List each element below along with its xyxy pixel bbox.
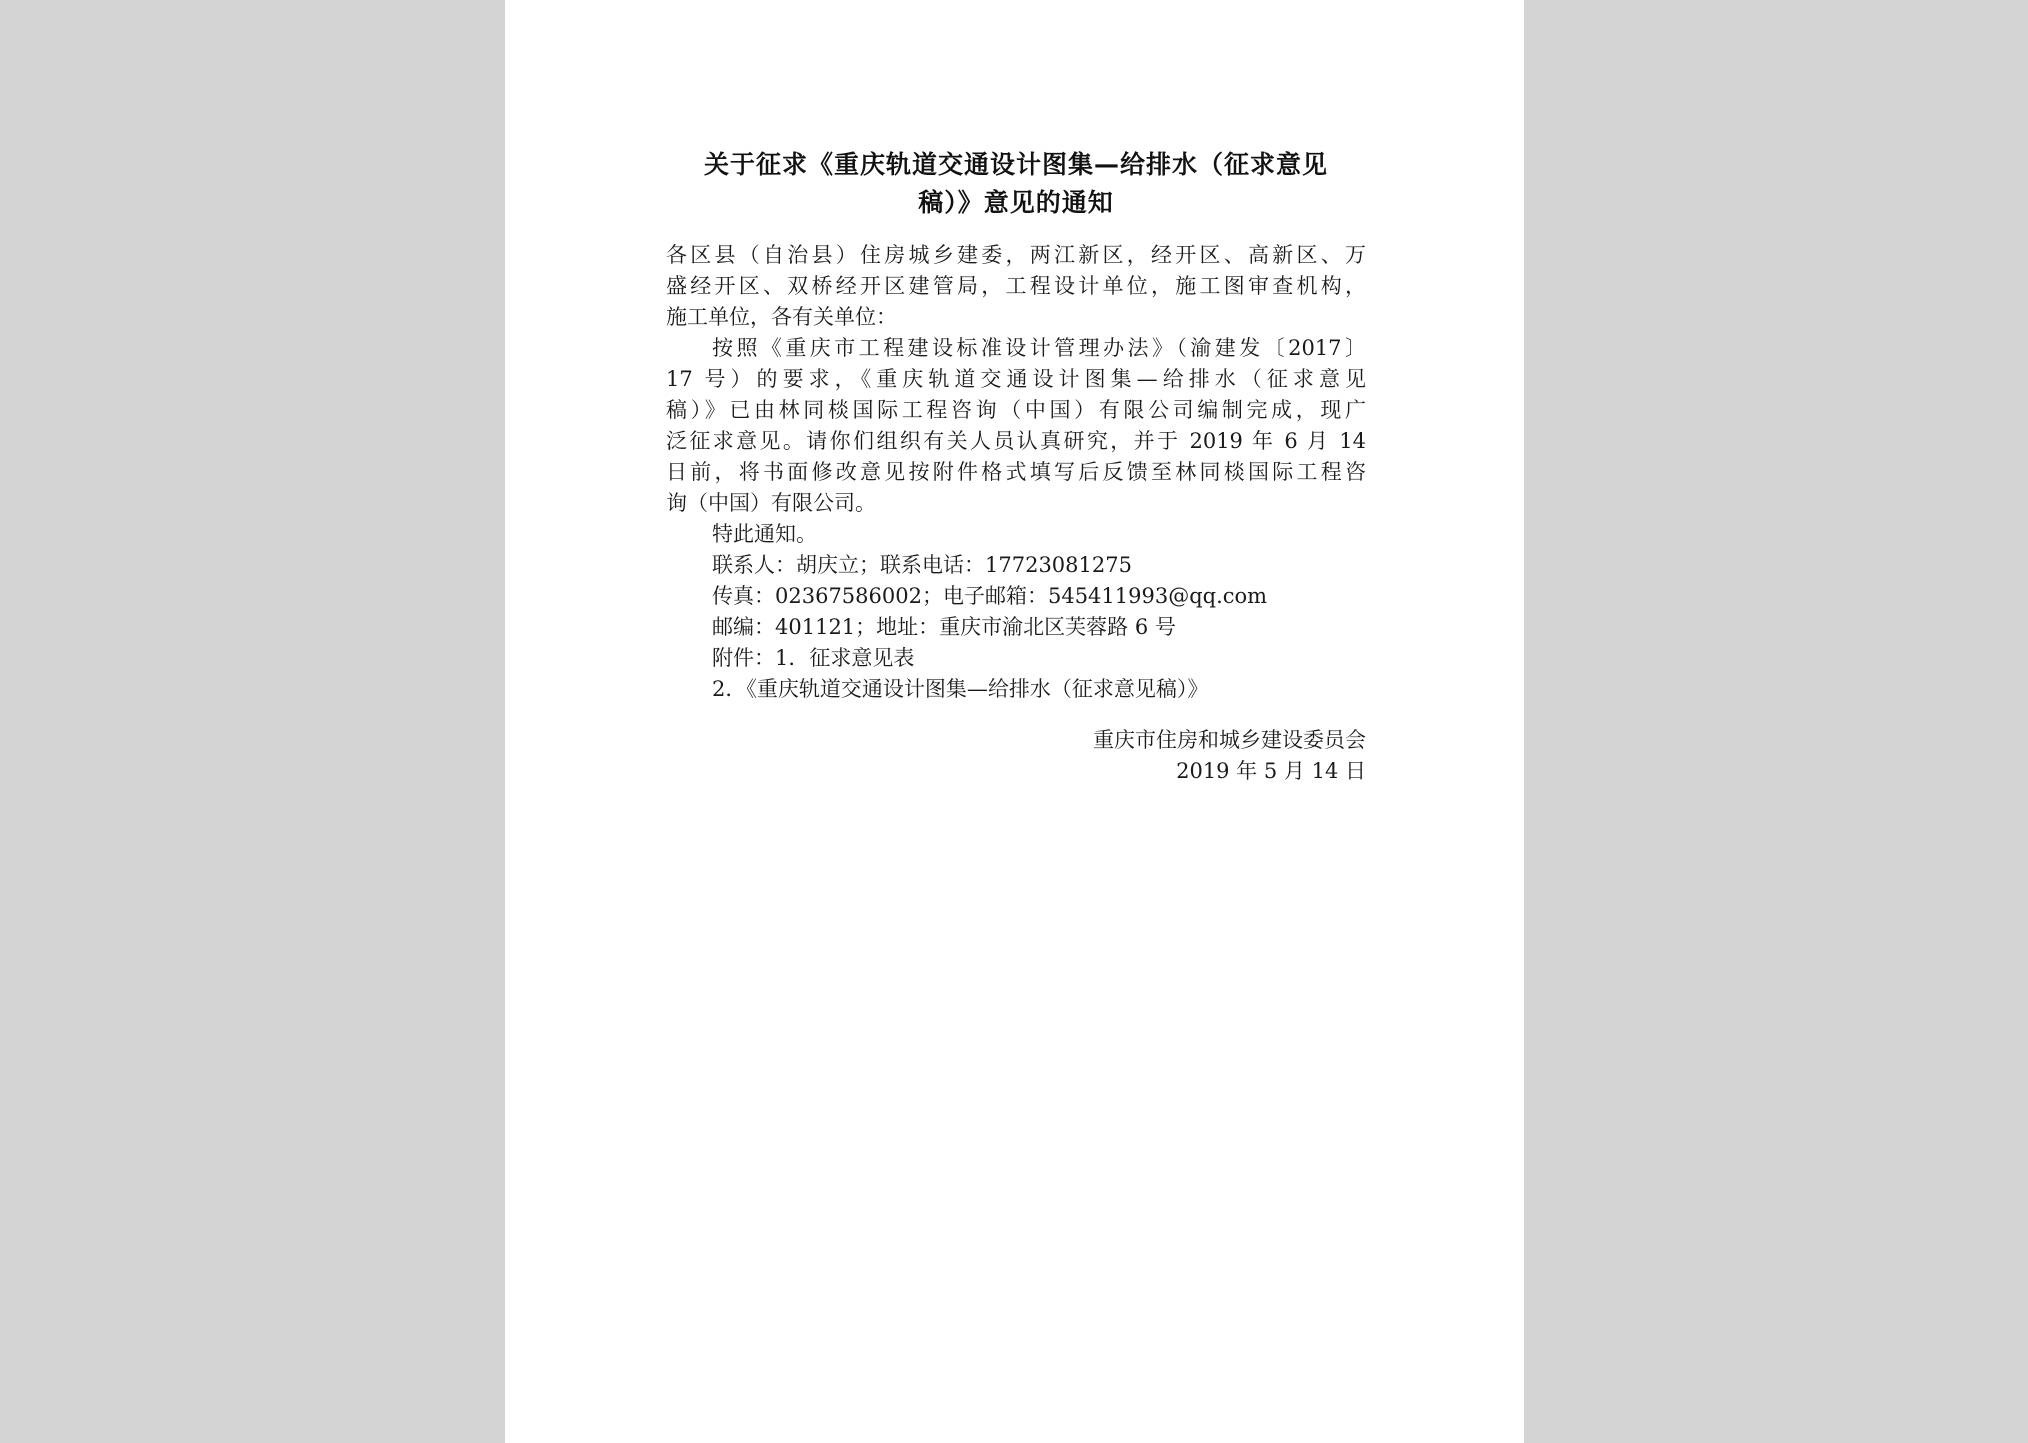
postal-address-line: 邮编：401121；地址：重庆市渝北区芙蓉路 6 号 (712, 615, 1176, 639)
issuer-name: 重庆市住房和城乡建设委员会 (1093, 728, 1366, 752)
salutation-line: 各区县（自治县）住房城乡建委，两江新区，经开区、高新区、万 (666, 243, 1366, 267)
document-page (505, 0, 1524, 1443)
title-line-1: 关于征求《重庆轨道交通设计图集—给排水（征求意见 (703, 150, 1328, 179)
contact-line: 联系人：胡庆立；联系电话：17723081275 (712, 553, 1132, 577)
title-line-2: 稿）》意见的通知 (918, 188, 1114, 217)
body-line: 按照《重庆市工程建设标准设计管理办法》（渝建发〔2017〕 (712, 336, 1366, 360)
body-line: 询（中国）有限公司。 (666, 491, 876, 515)
salutation-line: 施工单位，各有关单位： (666, 305, 897, 329)
notice-line: 特此通知。 (712, 522, 817, 546)
document-title (666, 146, 1366, 222)
document-body (666, 240, 1366, 705)
document-content (666, 146, 1366, 787)
body-line: 17 号）的要求，《重庆轨道交通设计图集—给排水（征求意见 (666, 367, 1366, 391)
signature-block (666, 725, 1366, 787)
attachment-2: 2．《重庆轨道交通设计图集—给排水（征求意见稿）》 (712, 677, 1209, 701)
salutation-line: 盛经开区、双桥经开区建管局，工程设计单位，施工图审查机构， (666, 274, 1366, 298)
body-line: 泛征求意见。请你们组织有关人员认真研究，并于 2019 年 6 月 14 (666, 429, 1366, 453)
fax-email-line: 传真：02367586002；电子邮箱：545411993@qq.com (712, 584, 1268, 608)
attachment-1: 附件：1．征求意见表 (712, 646, 915, 670)
body-line: 稿）》已由林同棪国际工程咨询（中国）有限公司编制完成，现广 (666, 398, 1366, 422)
body-line: 日前，将书面修改意见按附件格式填写后反馈至林同棪国际工程咨 (666, 460, 1366, 484)
issue-date: 2019 年 5 月 14 日 (1176, 759, 1366, 783)
